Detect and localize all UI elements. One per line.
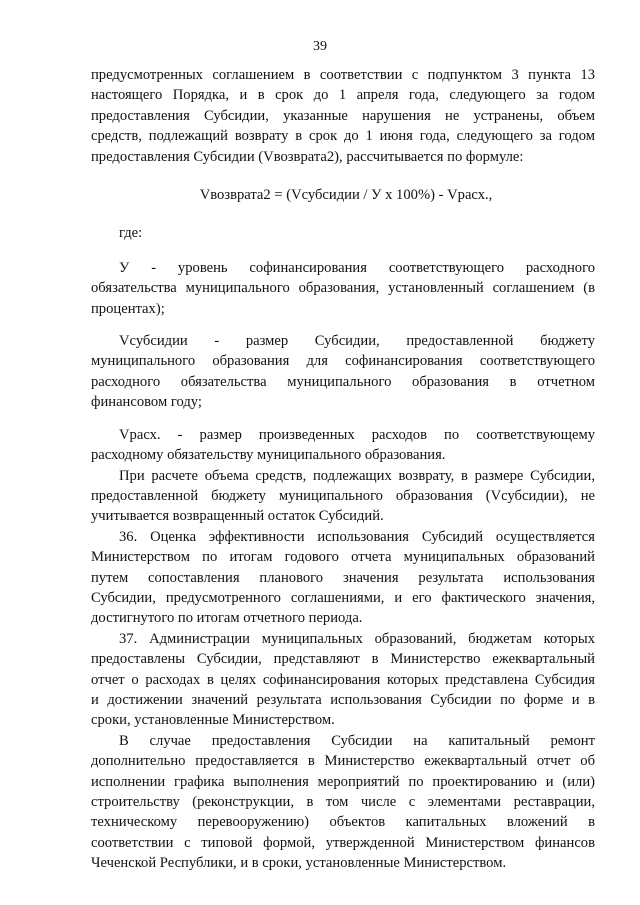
text-line: исполнении графика выполнения мероприятий по проектированию и (или)	[91, 773, 595, 790]
text-line: дополнительно предоставляется в Министерство ежеквартальный отчет об	[91, 753, 595, 770]
text-line: Субсидии, предусмотренного соглашениями, и его фактического значения,	[91, 589, 595, 606]
definition-vsubsidii	[91, 331, 595, 351]
text-line: расходному обязательству муниципального образования.	[91, 447, 446, 464]
definition-u	[91, 258, 595, 278]
text-line: Министерством по итогам годового отчета муниципальных образований	[91, 549, 595, 566]
text-line: муниципального образования для софинансирования соответствующего	[91, 353, 595, 370]
where-label: где:	[119, 225, 143, 242]
text-line: соответствии с типовой формой, утвержденной Министерством финансов	[91, 834, 595, 851]
page-body	[91, 65, 595, 874]
capital-repair-paragraph-cont	[91, 751, 595, 873]
capital-repair-paragraph	[91, 731, 595, 751]
text-line: предусмотренных соглашением в соответствии с подпунктом 3 пункта 13	[91, 67, 595, 83]
text-line: средств, подлежащий возврату в срок до 1 июня года, следующего за годом	[91, 128, 595, 145]
text-line: При расчете объема средств, подлежащих возврату, в размере Субсидии,	[119, 467, 595, 484]
definition-u-cont	[91, 278, 595, 319]
text-line: строительству (реконструкции, в том числе с элементами реставрации,	[91, 794, 595, 810]
paragraph-37	[91, 629, 595, 649]
text-line: достигнутого по итогам отчетного периода.	[91, 610, 363, 627]
paragraph-36-cont	[91, 547, 595, 629]
text-line: финансовом году;	[91, 394, 202, 411]
text-line: Vсубсидии - размер Субсидии, предоставленной бюджету	[119, 333, 595, 350]
text-line: Vрасх. - размер произведенных расходов по соответствующему	[119, 426, 595, 443]
paragraph-36	[91, 527, 595, 547]
text-line: предоставлены Субсидии, представляют в Министерство ежеквартальный	[91, 651, 595, 668]
text-line: техническому перевооружению) объектов капитальных вложений в	[91, 814, 595, 831]
text-line: У - уровень софинансирования соответствующего расходного	[119, 259, 595, 276]
text-line: В случае предоставления Субсидии на капитальный ремонт	[119, 732, 595, 749]
return-paragraph	[91, 466, 595, 486]
text-line: предоставления Субсидии (Vвозврата2), рассчитывается по формуле:	[91, 148, 524, 165]
text-line: учитывается возвращенный остаток Субсидий.	[91, 508, 384, 525]
page-number: 39	[313, 39, 327, 54]
intro-paragraph	[91, 65, 595, 167]
text-line: расходного обязательства муниципального образования в отчетном	[91, 373, 595, 390]
text-line: сроки, установленные Министерством.	[91, 712, 335, 729]
paragraph-37-cont	[91, 649, 595, 731]
text-line: Чеченской Республики, и в сроки, установленные Министерством.	[91, 855, 507, 872]
definition-vrash-cont	[91, 445, 595, 465]
text-line: обязательства муниципального образования, установленный соглашением (в	[91, 280, 595, 297]
definition-vsubsidii-cont	[91, 351, 595, 412]
formula: Vвозврата2 = (Vсубсидии / У х 100%) - Vрасх.,	[199, 187, 493, 204]
definition-vrash	[91, 425, 595, 445]
text-line: и достижении значений результата использования Субсидии по форме и в	[91, 691, 595, 708]
text-line: путем сопоставления планового значения результата использования	[91, 569, 595, 586]
return-paragraph-cont	[91, 486, 595, 527]
text-line: предоставления Субсидии, указанные нарушения не устранены, объем	[91, 107, 595, 124]
text-line: 37. Администрации муниципальных образований, бюджетам которых	[119, 630, 595, 647]
text-line: настоящего Порядка, и в срок до 1 апреля года, следующего за годом	[91, 87, 595, 104]
text-line: предоставленной бюджету муниципального образования (Vсубсидии), не	[91, 487, 595, 504]
text-line: отчет о расходах в целях софинансирования которых представлена Субсидия	[91, 671, 595, 688]
text-line: 36. Оценка эффективности использования Субсидий осуществляется	[119, 528, 595, 545]
text-line: процентах);	[91, 300, 165, 317]
